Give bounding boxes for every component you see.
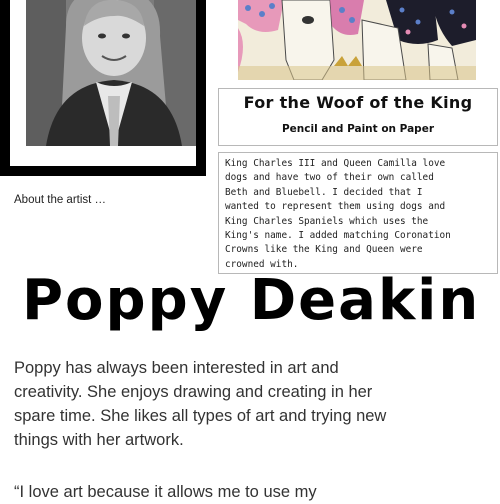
description-line: King Charles Spaniels which uses the [225,215,429,227]
portrait-frame [0,0,206,176]
description-line: King Charles III and Queen Camilla love [225,158,446,169]
artist-portrait-photo [26,0,196,146]
bio-line: Poppy has always been interested in art and [14,359,339,377]
description-line: crowned with. [225,258,299,270]
description-line: Beth and Bluebell. I decided that I [225,186,423,198]
description-line: wanted to represent them using dogs and [225,201,446,213]
artist-quote: “I love art because it allows me to use my [14,483,317,501]
portrait-mat [10,0,196,166]
artist-name-heading: Poppy Deakin [22,268,481,333]
portrait-illustration [26,0,196,146]
description-line: dogs and have two of their own called [225,172,434,184]
artwork-image [238,0,476,80]
artist-bio [14,356,494,452]
bio-line: things with her artwork. [14,431,184,449]
artwork-title: For the Woof of the King [243,93,473,112]
artwork-medium: Pencil and Paint on Paper [281,123,434,135]
description-line: Crowns like the King and Queen were [225,244,423,256]
description-line: King's name. I added matching Coronation [225,230,451,242]
artwork-description-box [218,152,498,274]
bio-line: creativity. She enjoys drawing and creating in her [14,383,373,401]
about-the-artist-label: About the artist … [14,194,107,206]
bio-line: spare time. She likes all types of art and trying new [14,407,387,425]
artwork-illustration [238,0,476,80]
artwork-title-box [218,88,498,146]
